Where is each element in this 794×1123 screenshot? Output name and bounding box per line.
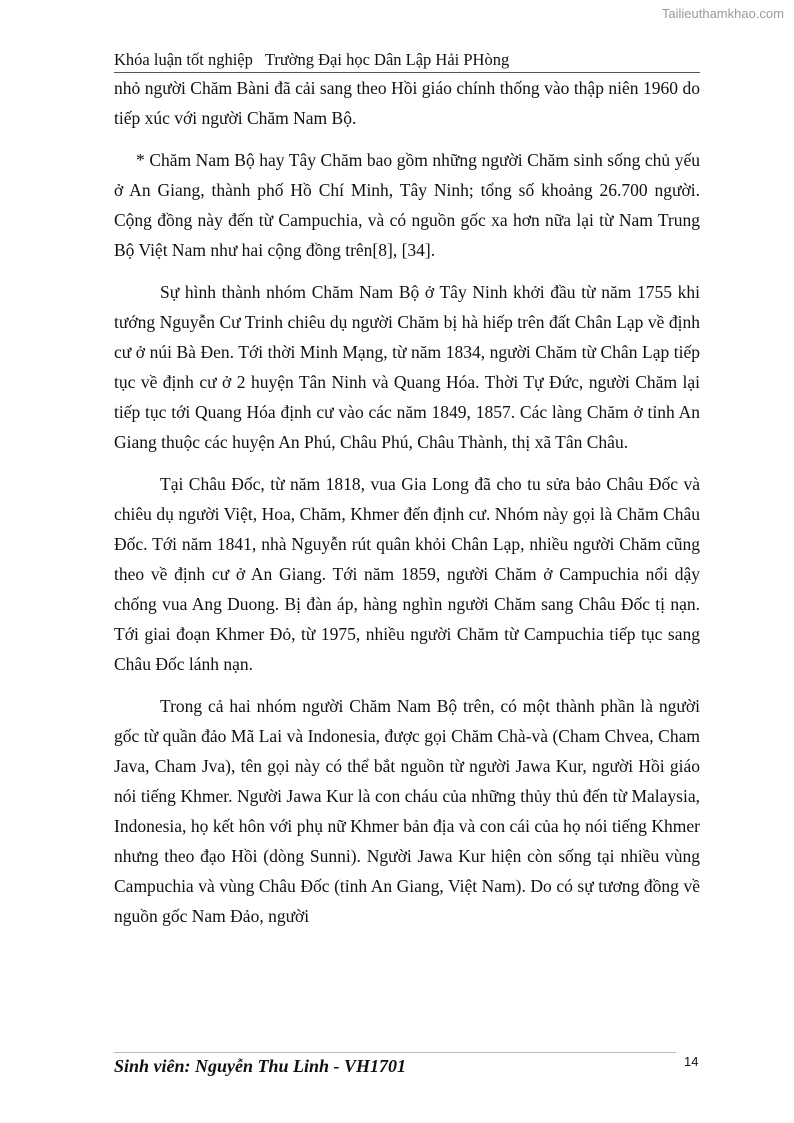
watermark: Tailieuthamkhao.com	[661, 6, 784, 21]
page-number: 14	[684, 1054, 699, 1069]
paragraph-chau-doc: Tại Châu Đốc, từ năm 1818, vua Gia Long đã cho tu sửa bảo Châu Đốc và chiêu dụ người Việt, Hoa, Chăm, Khmer đến định cư. Nhóm này gọi là Chăm Châu Đốc. Tới năm 1841, nhà Nguyễn rút quân khỏi Chân Lạp, nhiều người Chăm cũng theo về định cư ở An Giang. Tới năm 1859, người Chăm ở Campuchia nổi dậy chống vua Ang Duong. Bị đàn áp, hàng nghìn người Chăm sang Châu Đốc tị nạn. Tới giai đoạn Khmer Đỏ, từ 1975, nhiều người Chăm từ Campuchia tiếp tục sang Châu Đốc lánh nạn.	[114, 474, 700, 674]
paragraph-continuation: nhỏ người Chăm Bàni đã cải sang theo Hồi giáo chính thống vào thập niên 1960 do tiếp xúc với người Chăm Nam Bộ.	[114, 78, 700, 128]
header-thesis-label: Khóa luận tốt nghiệp	[114, 50, 253, 69]
footer-student-name: Sinh viên: Nguyễn Thu Linh - VH1701	[114, 1056, 407, 1076]
page-header	[114, 50, 700, 70]
paragraph-tay-ninh: Sự hình thành nhóm Chăm Nam Bộ ở Tây Ninh khởi đầu từ năm 1755 khi tướng Nguyễn Cư Trinh chiêu dụ người Chăm bị hà hiếp trên đất Chân Lạp về định cư ở núi Bà Đen. Tới thời Minh Mạng, từ năm 1834, người Chăm từ Chân Lạp tiếp tục về định cư ở 2 huyện Tân Ninh và Quang Hóa. Thời Tự Đức, người Chăm lại tiếp tục tới Quang Hóa định cư vào các năm 1849, 1857. Các làng Chăm ở tỉnh An Giang thuộc các huyện An Phú, Châu Phú, Châu Thành, thị xã Tân Châu.	[114, 282, 700, 452]
paragraph-cham-cha-va: Trong cả hai nhóm người Chăm Nam Bộ trên, có một thành phần là người gốc từ quần đảo Mã Lai và Indonesia, được gọi Chăm Chà-và (Cham Chvea, Cham Java, Cham Jva), tên gọi này có thể bắt nguồn từ người Jawa Kur, người Hồi giáo nói tiếng Khmer. Người Jawa Kur là con cháu của những thủy thủ đến từ Malaysia, Indonesia, họ kết hôn với phụ nữ Khmer bản địa và con cái của họ nói tiếng Khmer nhưng theo đạo Hồi (dòng Sunni). Người Jawa Kur hiện còn sống tại nhiều vùng Campuchia và vùng Châu Đốc (tỉnh An Giang, Việt Nam). Do có sự tương đồng về nguồn gốc Nam Đảo, người	[114, 696, 700, 926]
footer-divider	[114, 1052, 676, 1053]
paragraph-bullet-cham-nam-bo: * Chăm Nam Bộ hay Tây Chăm bao gồm những người Chăm sinh sống chủ yếu ở An Giang, thành phố Hồ Chí Minh, Tây Ninh; tổng số khoảng 26.700 người. Cộng đồng này đến từ Campuchia, và có nguồn gốc xa hơn nữa lại từ Nam Trung Bộ Việt Nam như hai cộng đồng trên[8], [34].	[114, 150, 700, 260]
document-body	[114, 73, 700, 943]
header-school-name: Trường Đại học Dân Lập Hải PHòng	[264, 50, 510, 69]
